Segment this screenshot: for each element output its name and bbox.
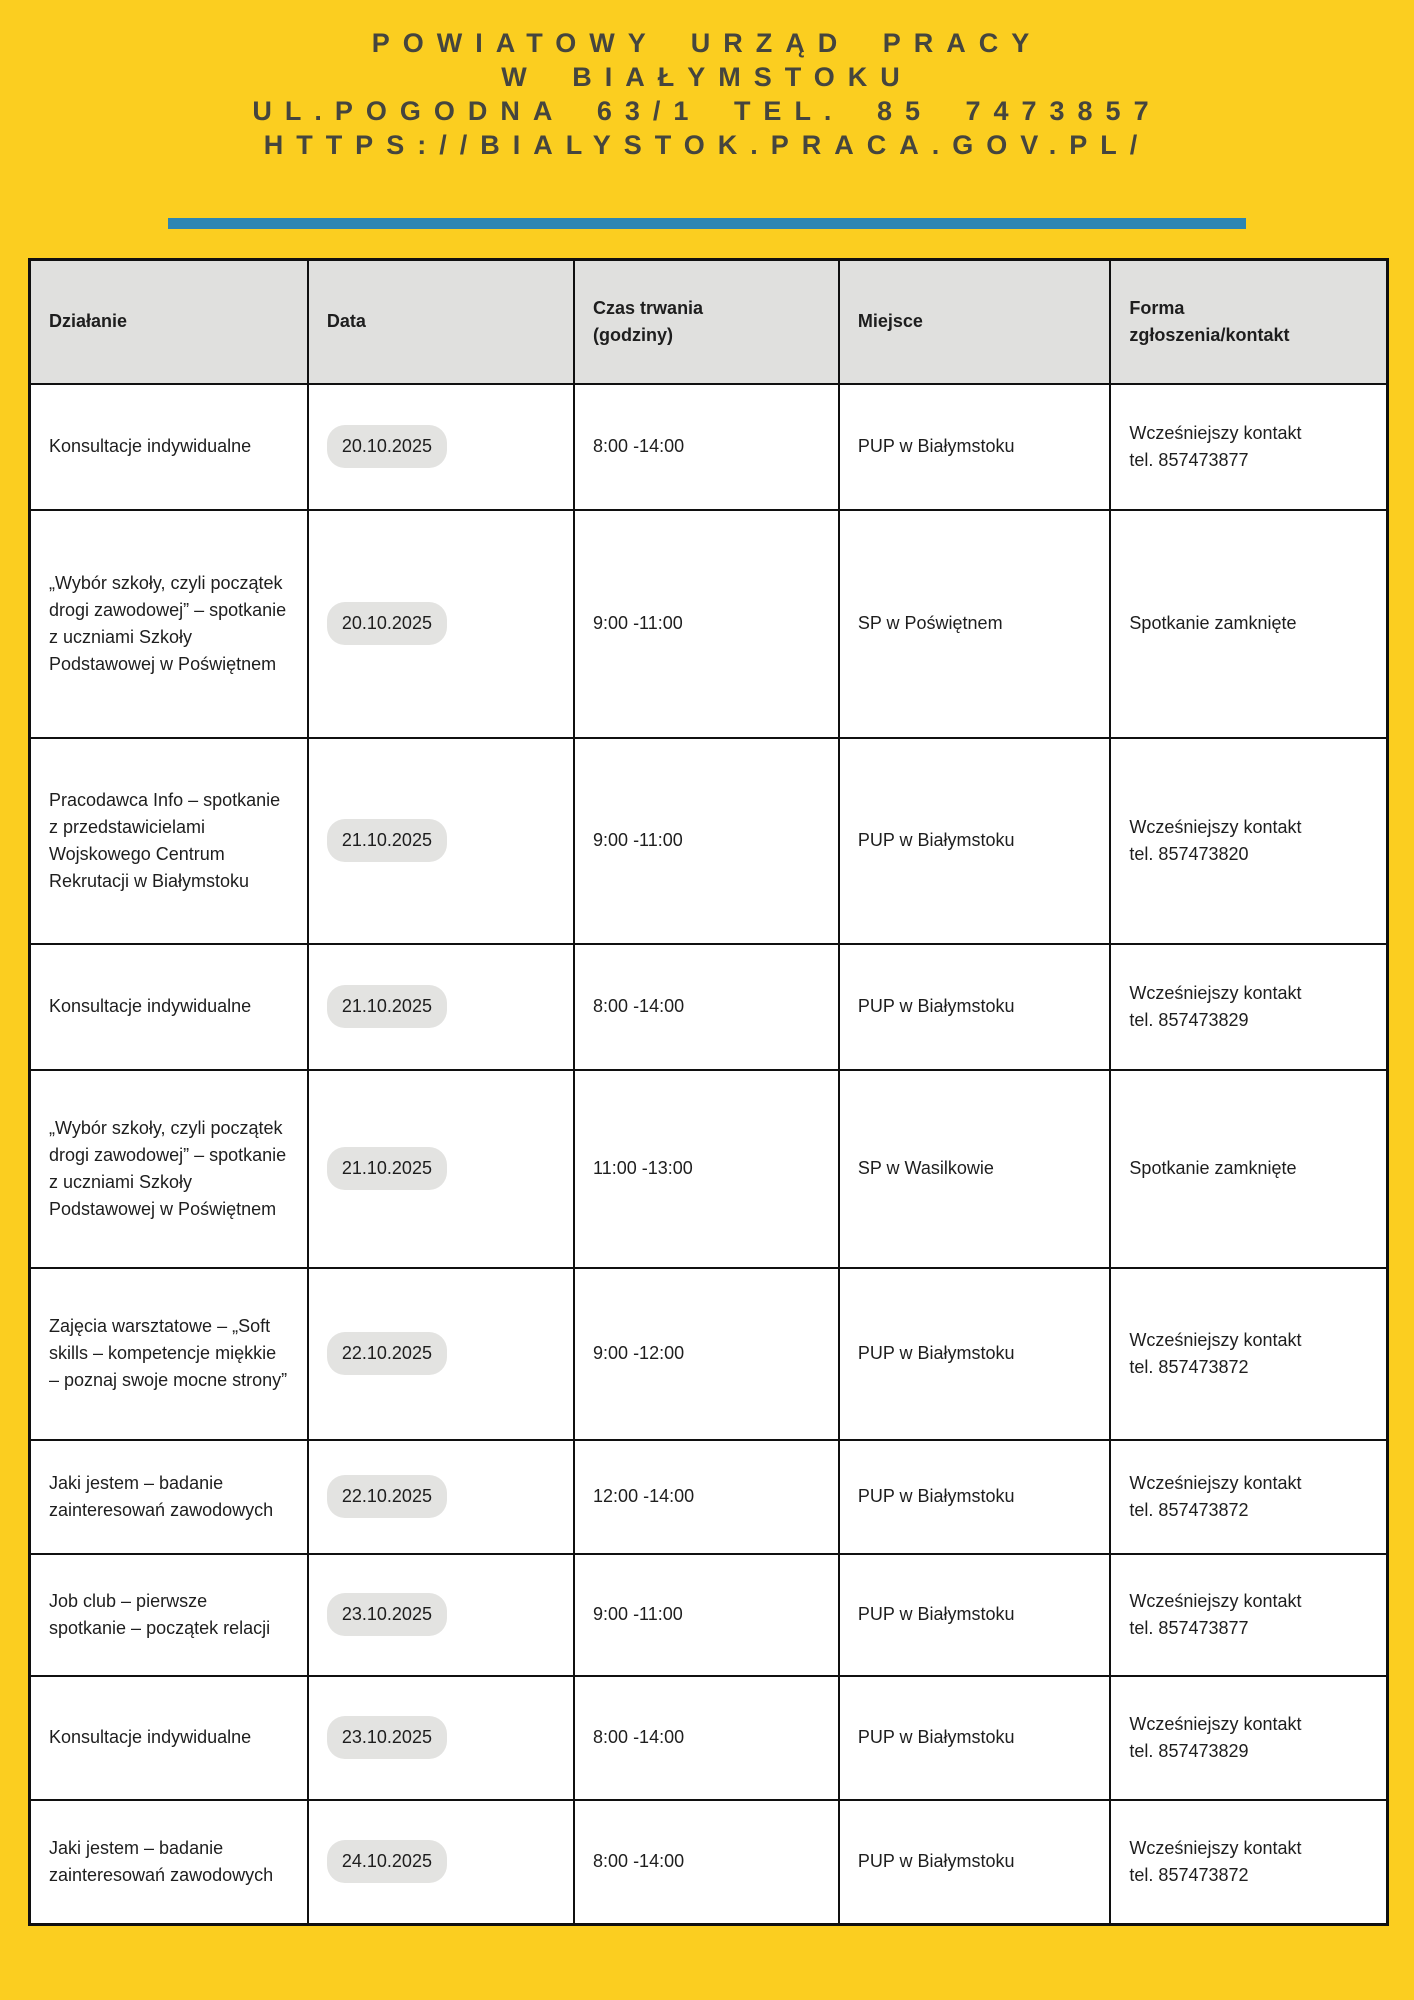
table-row — [30, 510, 1388, 738]
org-website-line: HTTPS://BIALYSTOK.PRACA.GOV.PL/ — [263, 130, 1151, 160]
activity-cell: „Wybór szkoły, czyli początek drogi zawodowej” – spotkanie z uczniami Szkoły Podstawowej w Poświętnem — [30, 510, 308, 738]
activity-cell: „Wybór szkoły, czyli początek drogi zawodowej” – spotkanie z uczniami Szkoły Podstawowej w Poświętnem — [30, 1070, 308, 1268]
duration-cell: 9:00 -11:00 — [574, 510, 839, 738]
contact-cell: Wcześniejszy kontakt tel. 857473820 — [1110, 738, 1387, 944]
date-badge: 23.10.2025 — [327, 1593, 447, 1636]
contact-cell: Wcześniejszy kontakt tel. 857473872 — [1110, 1800, 1387, 1925]
date-cell — [308, 1676, 574, 1800]
place-cell: PUP w Białymstoku — [839, 384, 1111, 510]
activity-cell: Jaki jestem – badanie zainteresowań zawodowych — [30, 1800, 308, 1925]
duration-cell: 11:00 -13:00 — [574, 1070, 839, 1268]
duration-cell: 9:00 -11:00 — [574, 738, 839, 944]
contact-cell: Wcześniejszy kontakt tel. 857473872 — [1110, 1268, 1387, 1440]
place-cell: PUP w Białymstoku — [839, 1440, 1111, 1554]
place-cell: PUP w Białymstoku — [839, 1676, 1111, 1800]
place-cell: PUP w Białymstoku — [839, 944, 1111, 1070]
table-row — [30, 1554, 1388, 1676]
column-header-czas-trwania: Czas trwania (godziny) — [574, 260, 839, 384]
place-cell: PUP w Białymstoku — [839, 738, 1111, 944]
org-address-line: UL.POGODNA 63/1 TEL. 85 7473857 — [252, 96, 1162, 126]
org-name-line-1: POWIATOWY URZĄD PRACY — [371, 28, 1043, 58]
date-cell — [308, 944, 574, 1070]
contact-cell: Wcześniejszy kontakt tel. 857473829 — [1110, 1676, 1387, 1800]
column-header-data: Data — [308, 260, 574, 384]
duration-cell: 8:00 -14:00 — [574, 944, 839, 1070]
duration-cell: 9:00 -12:00 — [574, 1268, 839, 1440]
contact-cell: Wcześniejszy kontakt tel. 857473829 — [1110, 944, 1387, 1070]
column-header-forma-zgloszenia: Forma zgłoszenia/kontakt — [1110, 260, 1387, 384]
contact-cell: Wcześniejszy kontakt tel. 857473877 — [1110, 384, 1387, 510]
divider-bar — [168, 218, 1246, 229]
contact-cell: Spotkanie zamknięte — [1110, 1070, 1387, 1268]
table-row — [30, 944, 1388, 1070]
table-row — [30, 384, 1388, 510]
date-cell — [308, 384, 574, 510]
date-badge: 22.10.2025 — [327, 1475, 447, 1518]
date-cell — [308, 738, 574, 944]
activity-cell: Pracodawca Info – spotkanie z przedstawicielami Wojskowego Centrum Rekrutacji w Białymstoku — [30, 738, 308, 944]
schedule-table — [28, 258, 1389, 1926]
activity-cell: Konsultacje indywidualne — [30, 384, 308, 510]
date-cell — [308, 510, 574, 738]
org-name-line-2: W BIAŁYMSTOKU — [501, 62, 913, 92]
date-badge: 21.10.2025 — [327, 1147, 447, 1190]
activity-cell: Konsultacje indywidualne — [30, 1676, 308, 1800]
contact-cell: Wcześniejszy kontakt tel. 857473877 — [1110, 1554, 1387, 1676]
date-badge: 21.10.2025 — [327, 985, 447, 1028]
column-header-miejsce: Miejsce — [839, 260, 1111, 384]
duration-cell: 9:00 -11:00 — [574, 1554, 839, 1676]
date-cell — [308, 1268, 574, 1440]
place-cell: PUP w Białymstoku — [839, 1800, 1111, 1925]
date-badge: 24.10.2025 — [327, 1840, 447, 1883]
contact-cell: Spotkanie zamknięte — [1110, 510, 1387, 738]
activity-cell: Konsultacje indywidualne — [30, 944, 308, 1070]
date-cell — [308, 1800, 574, 1925]
date-badge: 21.10.2025 — [327, 819, 447, 862]
date-badge: 22.10.2025 — [327, 1332, 447, 1375]
table-row — [30, 1268, 1388, 1440]
duration-cell: 12:00 -14:00 — [574, 1440, 839, 1554]
table-row — [30, 1440, 1388, 1554]
table-row — [30, 1070, 1388, 1268]
place-cell: PUP w Białymstoku — [839, 1554, 1111, 1676]
contact-cell: Wcześniejszy kontakt tel. 857473872 — [1110, 1440, 1387, 1554]
date-badge: 20.10.2025 — [327, 602, 447, 645]
duration-cell: 8:00 -14:00 — [574, 384, 839, 510]
table-row — [30, 738, 1388, 944]
place-cell: SP w Wasilkowie — [839, 1070, 1111, 1268]
org-header — [0, 0, 1414, 162]
date-badge: 20.10.2025 — [327, 425, 447, 468]
place-cell: PUP w Białymstoku — [839, 1268, 1111, 1440]
duration-cell: 8:00 -14:00 — [574, 1800, 839, 1925]
duration-cell: 8:00 -14:00 — [574, 1676, 839, 1800]
activity-cell: Job club – pierwsze spotkanie – początek relacji — [30, 1554, 308, 1676]
column-header-dzialanie: Działanie — [30, 260, 308, 384]
place-cell: SP w Poświętnem — [839, 510, 1111, 738]
table-header-row — [30, 260, 1388, 384]
table-row — [30, 1676, 1388, 1800]
activity-cell: Zajęcia warsztatowe – „Soft skills – kompetencje miękkie – poznaj swoje mocne strony” — [30, 1268, 308, 1440]
activity-cell: Jaki jestem – badanie zainteresowań zawodowych — [30, 1440, 308, 1554]
table-row — [30, 1800, 1388, 1925]
date-badge: 23.10.2025 — [327, 1716, 447, 1759]
date-cell — [308, 1554, 574, 1676]
date-cell — [308, 1070, 574, 1268]
date-cell — [308, 1440, 574, 1554]
